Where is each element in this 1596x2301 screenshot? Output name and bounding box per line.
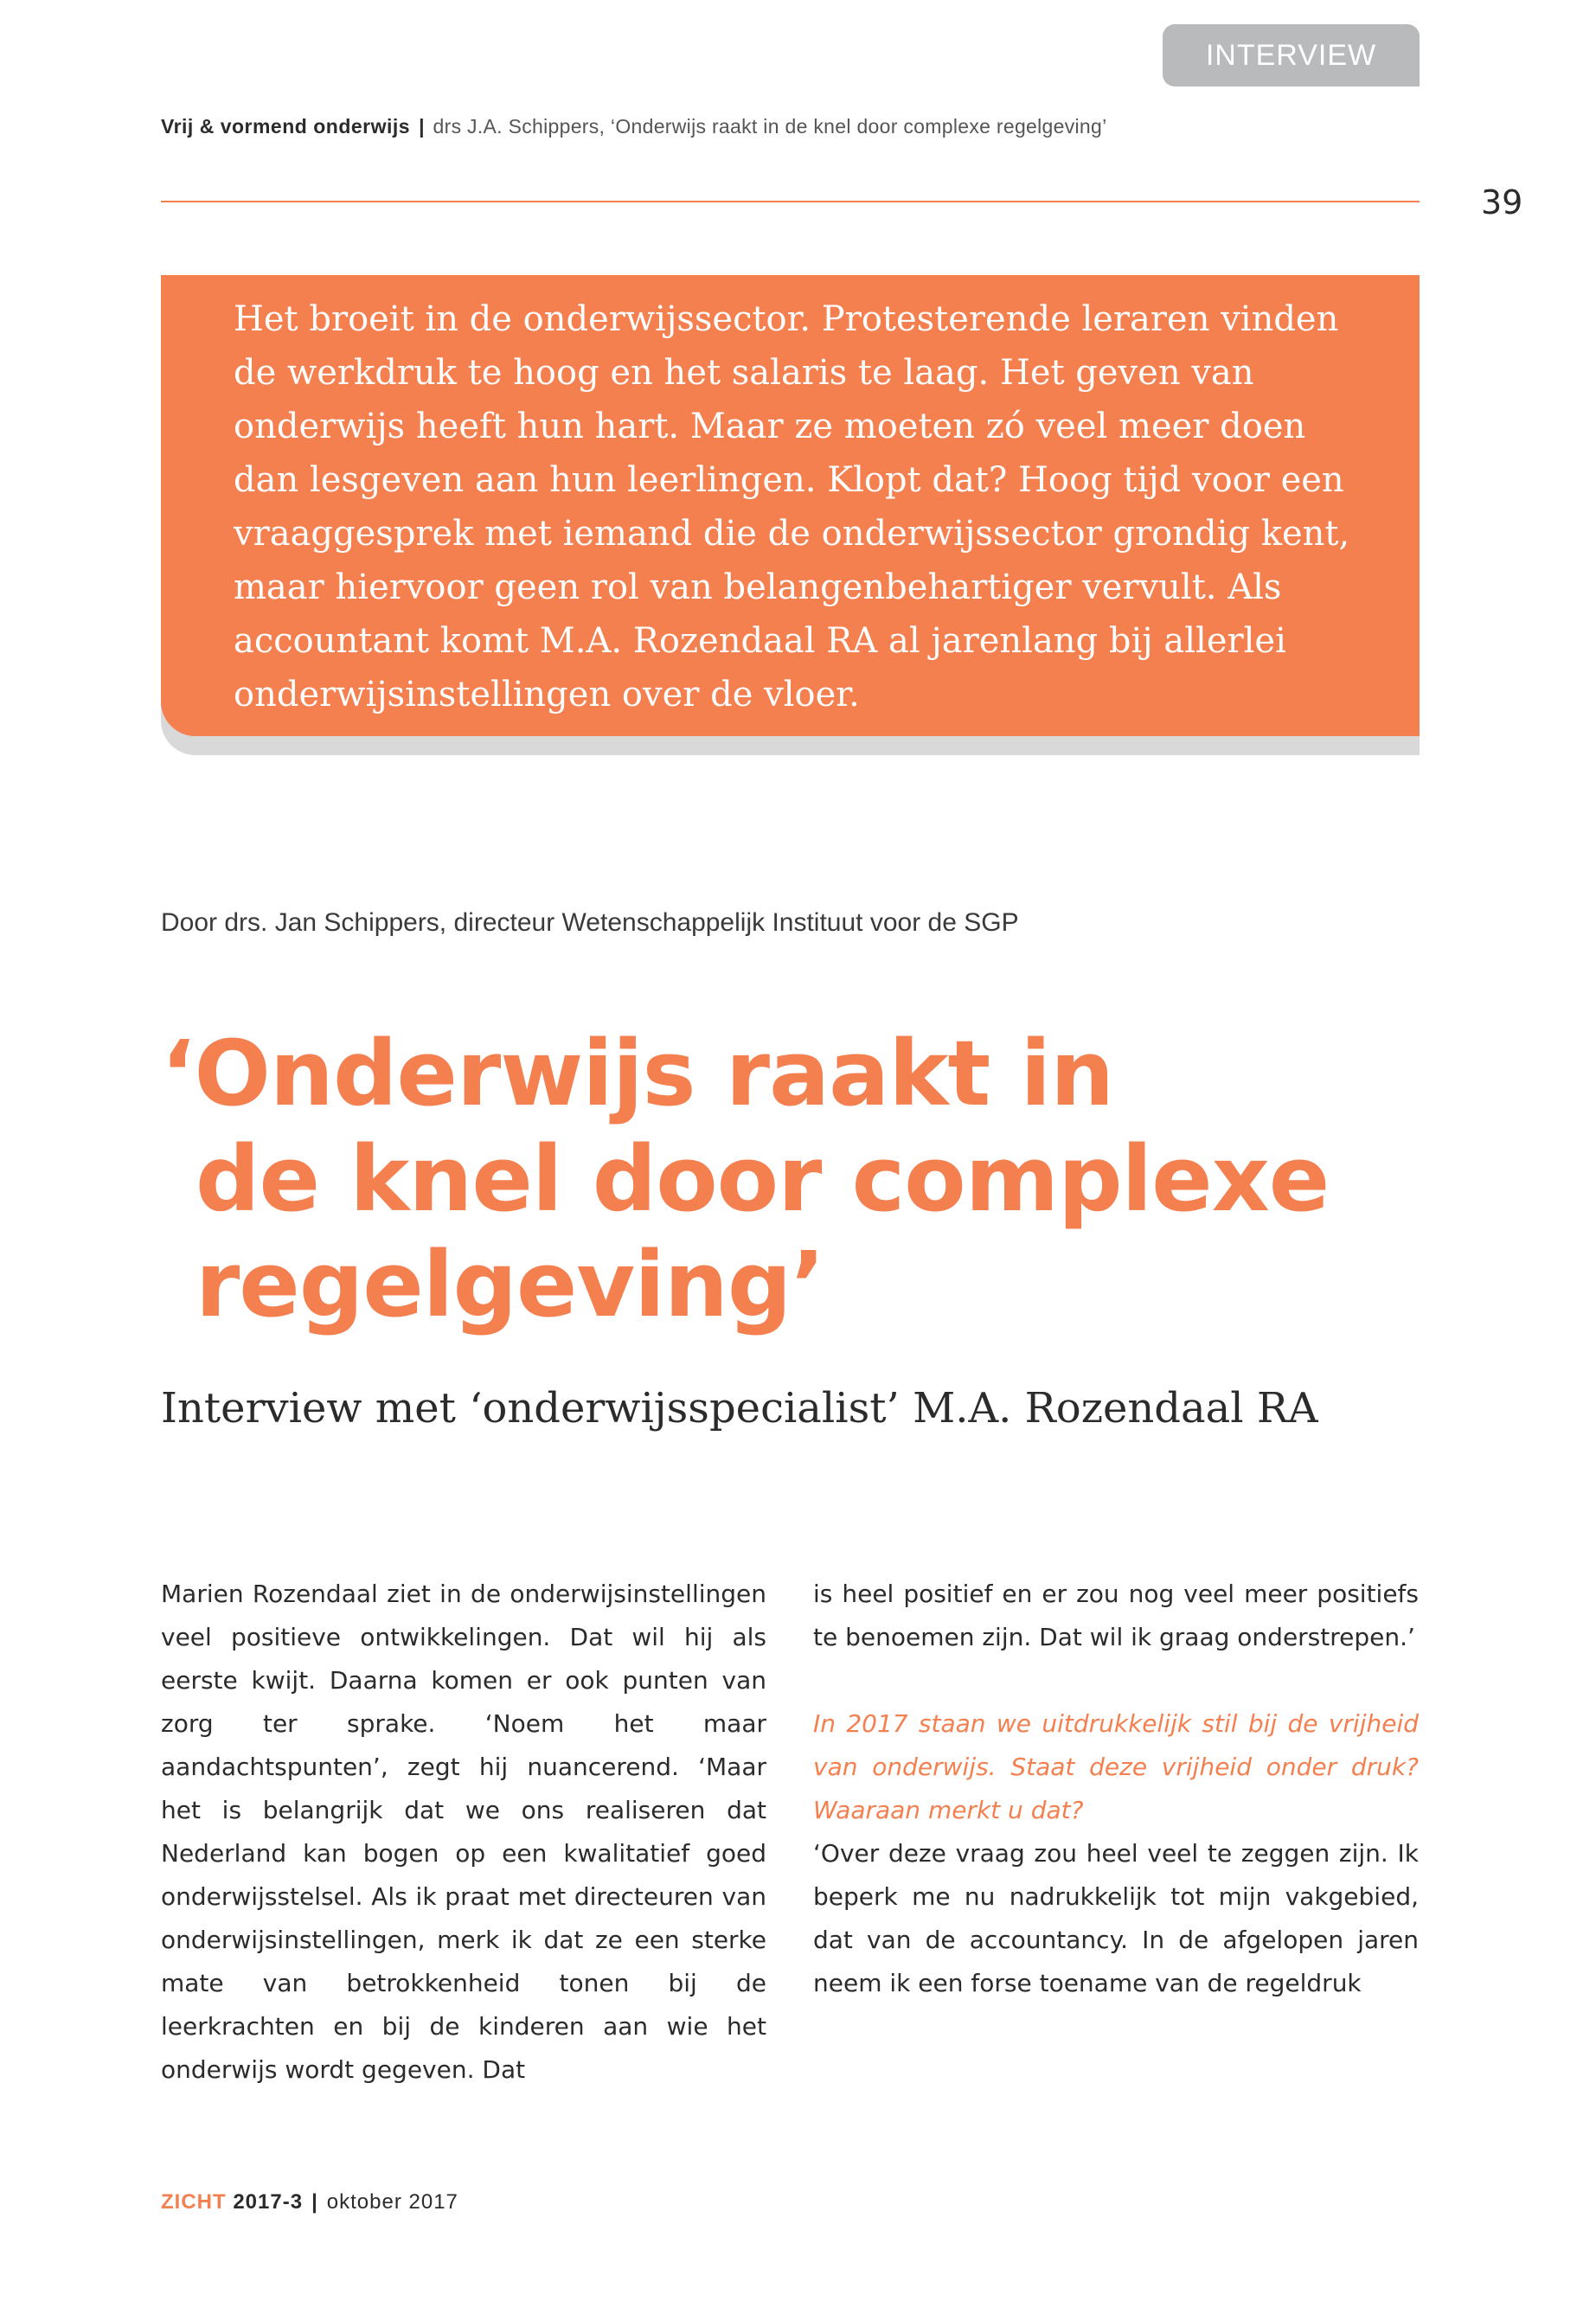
magazine-name: ZICHT <box>161 2190 227 2214</box>
body-paragraph: ‘Over deze vraag zou heel veel te zeggen zijn. Ik beperk me nu nadrukkelijk tot mijn vakgebied, dat van de accountancy. In de afgelopen jaren neem ik een forse toename van de regeldruk <box>813 1839 1419 1997</box>
title-line-3: regelgeving’ <box>195 1232 824 1337</box>
page-number: 39 <box>1481 183 1523 221</box>
body-column-left <box>161 1573 766 2092</box>
body-column-right <box>813 1573 1419 2005</box>
body-paragraph: Marien Rozendaal ziet in de onderwijsinstellingen veel positieve ontwikkelingen. Dat wil hij als eerste kwijt. Daarna komen er ook punten van zorg ter sprake. ‘Noem het maar aandachtspunten’, zegt hij nuancerend. ‘Maar het is belangrijk dat we ons realiseren dat Nederland kan bogen op een kwalitatief goed onderwijsstelsel. Als ik praat met directeuren van onderwijsinstellingen, merk ik dat ze een sterke mate van betrokkenheid tonen bij de leerkrachten en bij de kinderen aan wie het onderwijs wordt gegeven. Dat <box>161 1580 766 2084</box>
body-paragraph: is heel positief en er zou nog veel meer positiefs te benoemen zijn. Dat wil ik graag onderstrepen.’ <box>813 1580 1419 1651</box>
footer-separator: | <box>311 2190 318 2214</box>
issue-date: oktober 2017 <box>326 2190 458 2214</box>
article-title <box>161 1021 1415 1337</box>
intro-text: Het broeit in de onderwijssector. Protesterende leraren vinden de werkdruk te hoog en het salaris te laag. Het geven van onderwijs heeft hun hart. Maar ze moeten zó veel meer doen dan lesgeven aan hun leerlingen. Klopt dat? Hoog tijd voor een vraaggesprek met iemand die de onderwijssector grondig kent, maar hiervoor geen rol van belangenbehartiger vervult. Als accountant komt M.A. Rozendaal RA al jarenlang bij allerlei onderwijsinstellingen over de vloer. <box>234 299 1350 715</box>
page-footer <box>161 2190 458 2214</box>
section-name: Vrij & vormend onderwijs <box>161 115 411 138</box>
header-rule <box>161 201 1420 202</box>
title-line-1: ‘Onderwijs raakt in <box>161 1021 1114 1126</box>
section-tab: INTERVIEW <box>1163 24 1420 87</box>
byline: Door drs. Jan Schippers, directeur Wetenschappelijk Instituut voor de SGP <box>161 908 1019 937</box>
title-line-2: de knel door complexe <box>195 1126 1330 1232</box>
interview-question: In 2017 staan we uitdrukkelijk stil bij de vrijheid van onderwijs. Staat deze vrijheid onder druk? Waaraan merkt u dat? <box>813 1709 1419 1824</box>
article-subtitle: Interview met ‘onderwijsspecialist’ M.A. Rozendaal RA <box>161 1384 1318 1433</box>
running-header <box>161 112 1424 140</box>
issue-number: 2017-3 <box>233 2190 304 2214</box>
running-title: drs J.A. Schippers, ‘Onderwijs raakt in de knel door complexe regelgeving’ <box>433 115 1107 138</box>
header-separator: | <box>419 115 425 138</box>
